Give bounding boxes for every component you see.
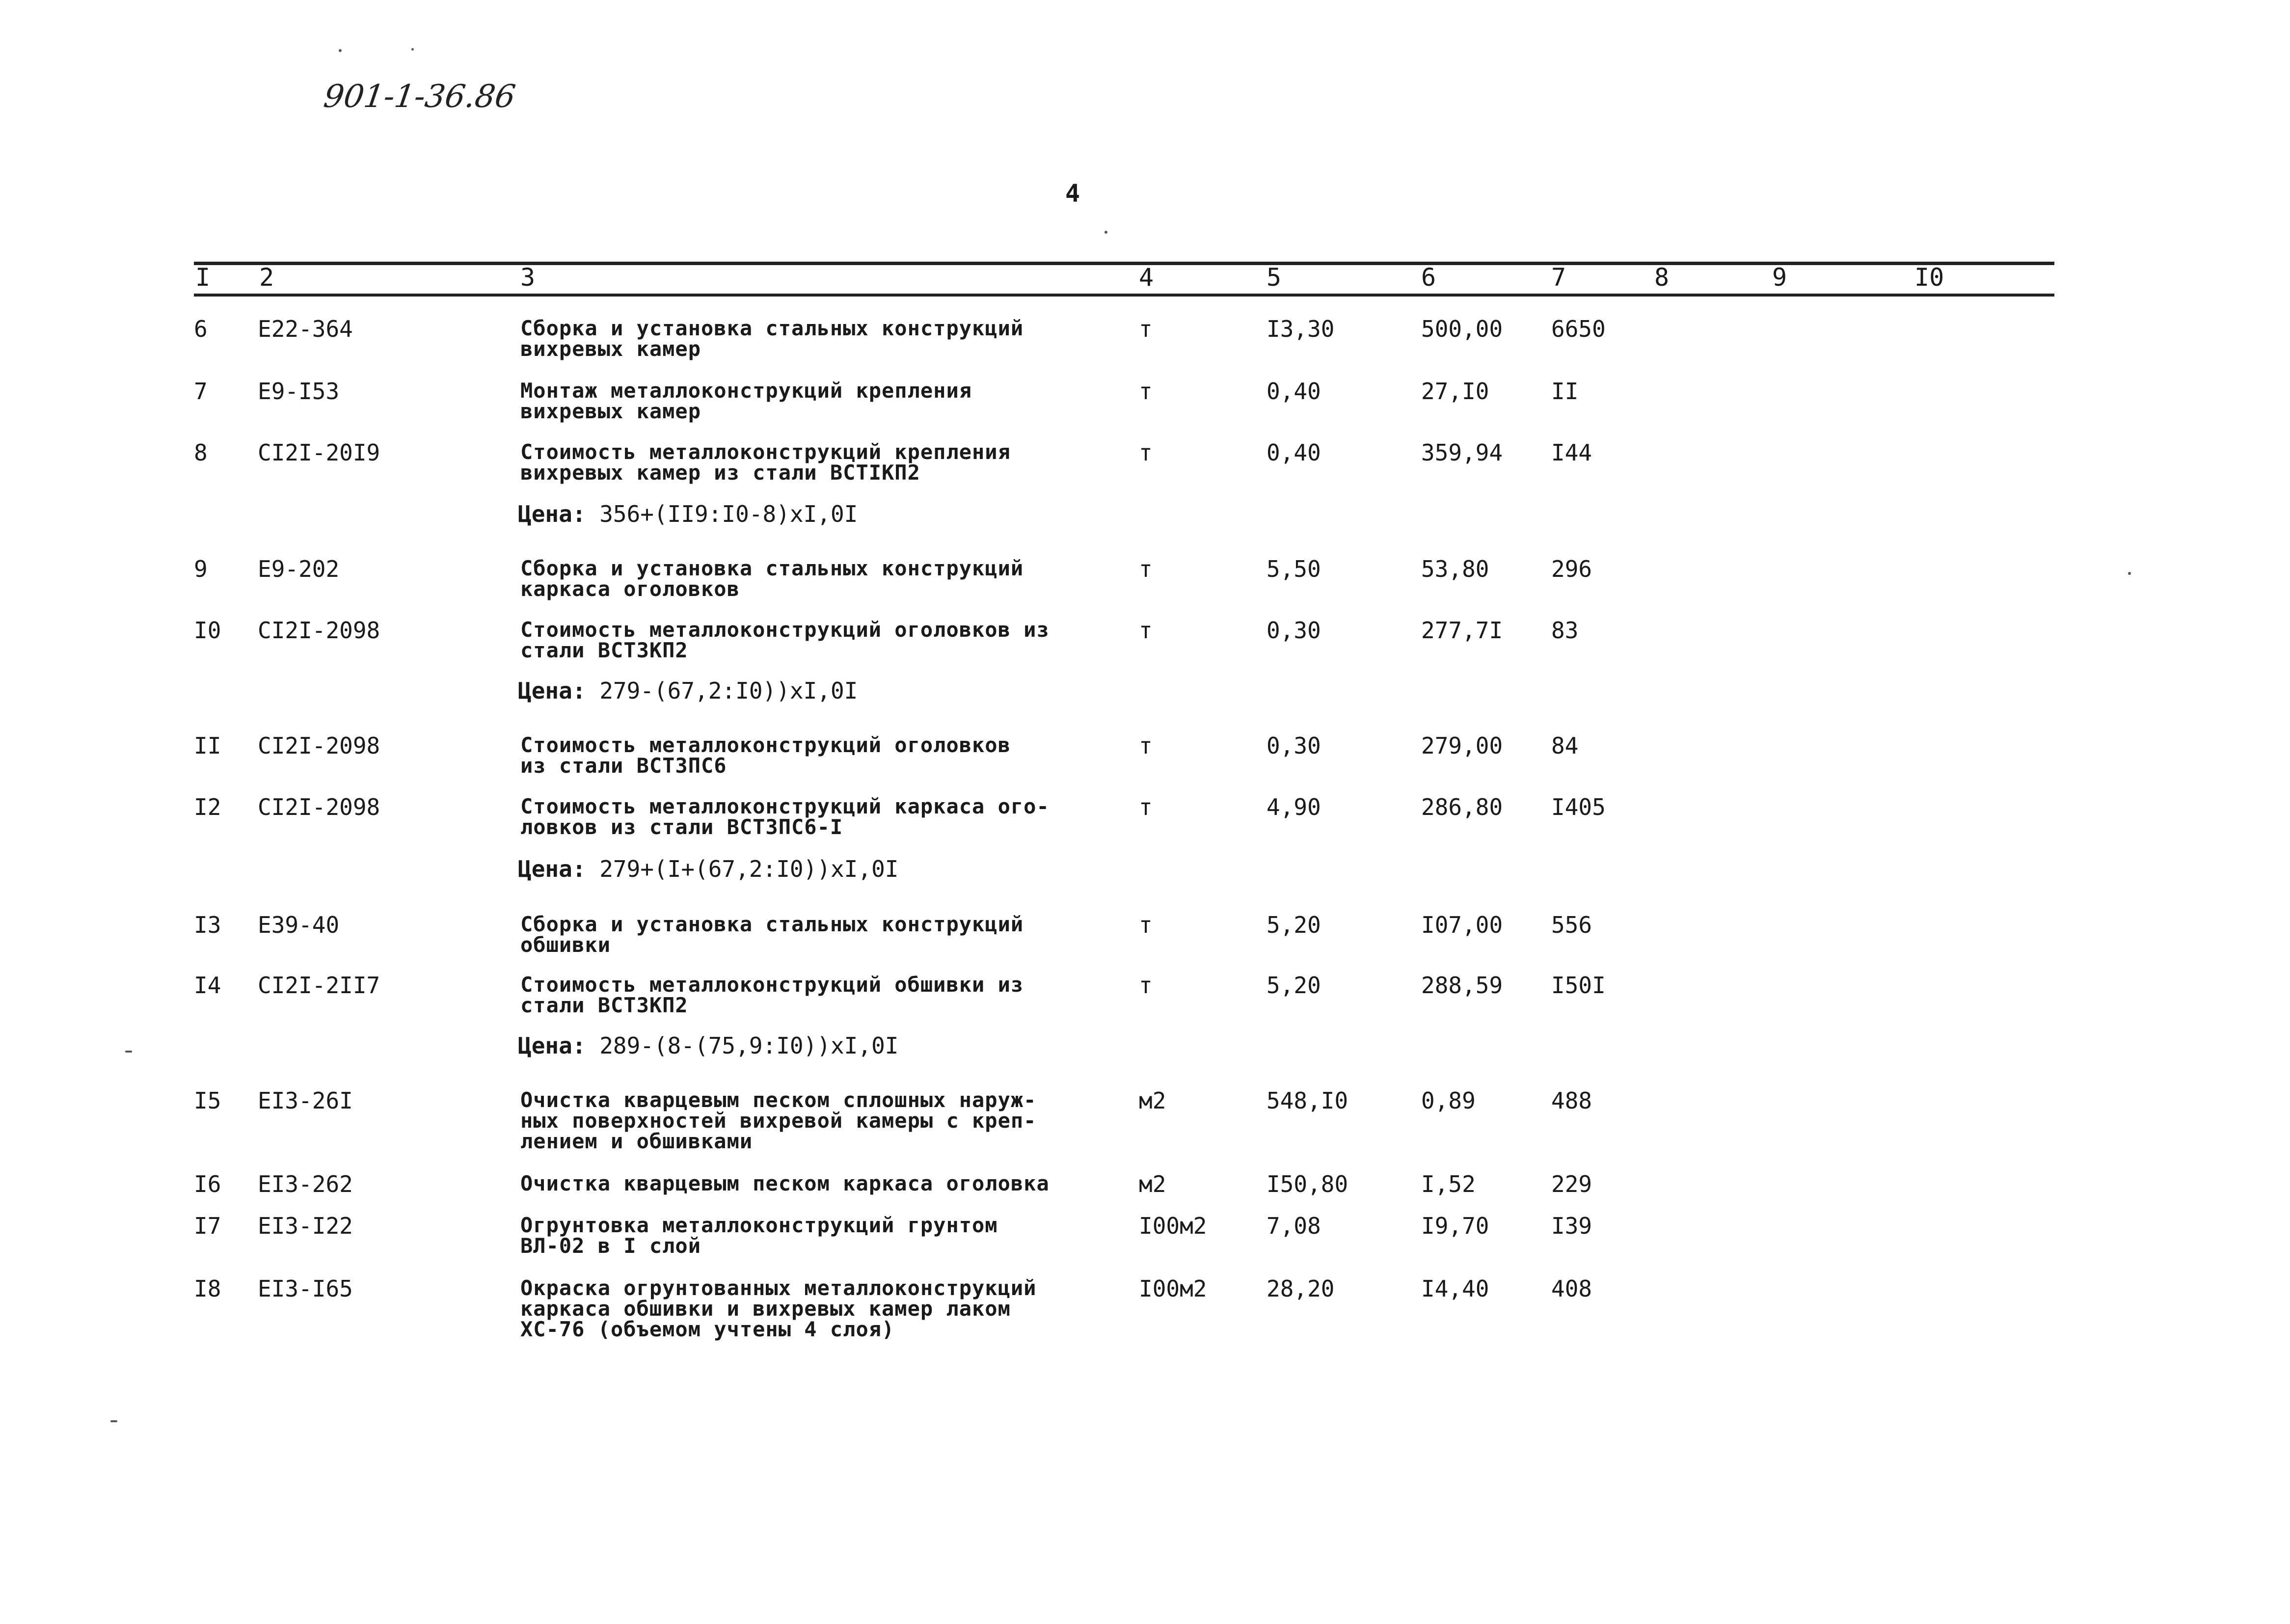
description-line: Сборка и установка стальных конструкций xyxy=(520,316,1024,340)
row-number: 8 xyxy=(194,439,208,466)
row-number: II xyxy=(194,732,221,759)
scan-speck xyxy=(110,1420,117,1422)
column-number: I0 xyxy=(1914,263,1944,292)
work-description xyxy=(520,380,972,422)
quantity: 0,30 xyxy=(1266,617,1321,644)
scan-speck xyxy=(125,1051,132,1053)
description-line: Стоимость металлоконструкций оголовков из xyxy=(520,618,1050,642)
total-cost: 408 xyxy=(1551,1275,1592,1302)
quantity: 28,20 xyxy=(1266,1275,1335,1302)
description-line: Огрунтовка металлоконструкций грунтом xyxy=(520,1213,998,1237)
document-code: 901-1-36.86 xyxy=(321,79,518,115)
quantity: 7,08 xyxy=(1266,1213,1321,1239)
item-code: E22-364 xyxy=(258,316,353,342)
description-line: Стоимость металлоконструкций крепления xyxy=(520,440,1011,464)
total-cost: I44 xyxy=(1551,439,1592,466)
unit-price: 286,80 xyxy=(1421,794,1503,820)
description-line: Окраска огрунтованных металлоконструкций xyxy=(520,1276,1037,1300)
quantity: 0,30 xyxy=(1266,732,1321,759)
item-code: E9-I53 xyxy=(258,378,340,405)
description-line: Очистка кварцевым песком каркаса оголовка xyxy=(520,1171,1050,1195)
quantity: 0,40 xyxy=(1266,378,1321,405)
total-cost: 488 xyxy=(1551,1087,1592,1114)
unit-price: 500,00 xyxy=(1421,316,1503,342)
table-bottom-rule xyxy=(194,294,2054,297)
price-note-formula: 279-(67,2:I0))хI,0I xyxy=(599,677,858,704)
column-number: 8 xyxy=(1654,263,1670,292)
total-cost: 556 xyxy=(1551,912,1592,938)
description-line: каркаса оголовков xyxy=(520,577,740,601)
total-cost: II xyxy=(1551,378,1579,405)
description-line: из стали ВСТ3ПС6 xyxy=(520,754,727,778)
unit-price: I4,40 xyxy=(1421,1275,1489,1302)
unit: I00м2 xyxy=(1139,1213,1207,1239)
column-number: 9 xyxy=(1772,263,1787,292)
row-number: 7 xyxy=(194,378,208,405)
quantity: 5,20 xyxy=(1266,972,1321,999)
work-description xyxy=(520,796,1050,838)
item-code: EI3-26I xyxy=(258,1087,353,1114)
column-number: 5 xyxy=(1266,263,1282,292)
unit-price: I07,00 xyxy=(1421,912,1503,938)
description-line: каркаса обшивки и вихревых камер лаком xyxy=(520,1297,1011,1321)
quantity: 5,50 xyxy=(1266,556,1321,582)
work-description xyxy=(520,318,1024,359)
price-note xyxy=(518,502,858,526)
quantity: 5,20 xyxy=(1266,912,1321,938)
row-number: I7 xyxy=(194,1213,221,1239)
row-number: 9 xyxy=(194,556,208,582)
row-number: I3 xyxy=(194,912,221,938)
item-code: CI2I-2098 xyxy=(258,794,380,820)
unit: т xyxy=(1139,972,1153,999)
item-code: CI2I-20I9 xyxy=(258,439,380,466)
unit-price: 279,00 xyxy=(1421,732,1503,759)
price-note-label: Цена: xyxy=(518,677,586,704)
column-number: I xyxy=(195,263,211,292)
item-code: CI2I-2II7 xyxy=(258,972,380,999)
unit-price: 277,7I xyxy=(1421,617,1503,644)
unit-price: 359,94 xyxy=(1421,439,1503,466)
quantity: 548,I0 xyxy=(1266,1087,1348,1114)
unit: т xyxy=(1139,617,1153,644)
unit: м2 xyxy=(1139,1087,1166,1114)
work-description xyxy=(520,442,1011,483)
unit: т xyxy=(1139,556,1153,582)
item-code: EI3-I65 xyxy=(258,1275,353,1302)
quantity: 4,90 xyxy=(1266,794,1321,820)
price-note-label: Цена: xyxy=(518,856,586,882)
scan-speck xyxy=(2128,572,2131,575)
column-number: 7 xyxy=(1551,263,1566,292)
price-note xyxy=(518,1033,898,1058)
unit-price: 0,89 xyxy=(1421,1087,1476,1114)
item-code: EI3-262 xyxy=(258,1171,353,1197)
item-code: CI2I-2098 xyxy=(258,732,380,759)
unit: I00м2 xyxy=(1139,1275,1207,1302)
price-note xyxy=(518,857,898,881)
price-note-label: Цена: xyxy=(518,1032,586,1059)
price-note-formula: 356+(II9:I0-8)хI,0I xyxy=(599,501,858,527)
work-description xyxy=(520,974,1024,1016)
row-number: I2 xyxy=(194,794,221,820)
total-cost: 83 xyxy=(1551,617,1579,644)
page-number: 4 xyxy=(1065,179,1080,208)
total-cost: I39 xyxy=(1551,1213,1592,1239)
description-line: ловков из стали ВСТ3ПС6-I xyxy=(520,815,843,839)
work-description xyxy=(520,620,1050,661)
row-number: I0 xyxy=(194,617,221,644)
unit-price: 288,59 xyxy=(1421,972,1503,999)
item-code: CI2I-2098 xyxy=(258,617,380,644)
work-description xyxy=(520,735,1011,776)
description-line: вихревых камер xyxy=(520,337,701,361)
quantity: I3,30 xyxy=(1266,316,1335,342)
row-number: I4 xyxy=(194,972,221,999)
description-line: обшивки xyxy=(520,933,611,957)
unit: м2 xyxy=(1139,1171,1166,1197)
description-line: Сборка и установка стальных конструкций xyxy=(520,912,1024,936)
scan-speck xyxy=(411,48,414,51)
work-description xyxy=(520,1215,998,1256)
unit-price: 53,80 xyxy=(1421,556,1489,582)
unit: т xyxy=(1139,316,1153,342)
unit: т xyxy=(1139,439,1153,466)
column-number: 2 xyxy=(259,263,274,292)
total-cost: I405 xyxy=(1551,794,1606,820)
scan-speck xyxy=(339,49,342,52)
total-cost: 84 xyxy=(1551,732,1579,759)
description-line: Монтаж металлоконструкций крепления xyxy=(520,379,972,403)
description-line: Сборка и установка стальных конструкций xyxy=(520,556,1024,580)
work-description xyxy=(520,914,1024,955)
column-number: 4 xyxy=(1139,263,1154,292)
unit: т xyxy=(1139,378,1153,405)
quantity: I50,80 xyxy=(1266,1171,1348,1197)
total-cost: I50I xyxy=(1551,972,1606,999)
row-number: I8 xyxy=(194,1275,221,1302)
description-line: вихревых камер xyxy=(520,399,701,423)
work-description xyxy=(520,1090,1036,1152)
price-note-formula: 279+(I+(67,2:I0))хI,0I xyxy=(599,856,899,882)
description-line: Стоимость металлоконструкций каркаса ого- xyxy=(520,794,1050,818)
description-line: вихревых камер из стали ВСТIКП2 xyxy=(520,460,920,485)
description-line: ХС-76 (объемом учтены 4 слоя) xyxy=(520,1317,895,1341)
description-line: Стоимость металлоконструкций обшивки из xyxy=(520,973,1024,997)
total-cost: 296 xyxy=(1551,556,1592,582)
price-note-label: Цена: xyxy=(518,501,586,527)
description-line: ных поверхностей вихревой камеры с креп- xyxy=(520,1109,1037,1133)
scan-speck xyxy=(1105,231,1107,234)
description-line: ВЛ-02 в I слой xyxy=(520,1234,701,1258)
price-note-formula: 289-(8-(75,9:I0))хI,0I xyxy=(599,1032,899,1059)
unit-price: I9,70 xyxy=(1421,1213,1489,1239)
item-code: EI3-I22 xyxy=(258,1213,353,1239)
row-number: I6 xyxy=(194,1171,221,1197)
column-number: 6 xyxy=(1421,263,1436,292)
unit: т xyxy=(1139,912,1153,938)
work-description xyxy=(520,1278,1036,1340)
row-number: 6 xyxy=(194,316,208,342)
item-code: E9-202 xyxy=(258,556,340,582)
description-line: Очистка кварцевым песком сплошных наруж- xyxy=(520,1088,1037,1112)
unit-price: I,52 xyxy=(1421,1171,1476,1197)
price-note xyxy=(518,678,858,703)
description-line: стали ВСТ3КП2 xyxy=(520,993,688,1017)
work-description xyxy=(520,1173,1050,1194)
work-description xyxy=(520,558,1024,599)
description-line: лением и обшивками xyxy=(520,1129,753,1153)
column-number: 3 xyxy=(520,263,536,292)
total-cost: 6650 xyxy=(1551,316,1606,342)
description-line: стали ВСТ3КП2 xyxy=(520,638,688,662)
unit: т xyxy=(1139,732,1153,759)
unit: т xyxy=(1139,794,1153,820)
quantity: 0,40 xyxy=(1266,439,1321,466)
item-code: E39-40 xyxy=(258,912,340,938)
total-cost: 229 xyxy=(1551,1171,1592,1197)
unit-price: 27,I0 xyxy=(1421,378,1489,405)
description-line: Стоимость металлоконструкций оголовков xyxy=(520,733,1011,757)
row-number: I5 xyxy=(194,1087,221,1114)
